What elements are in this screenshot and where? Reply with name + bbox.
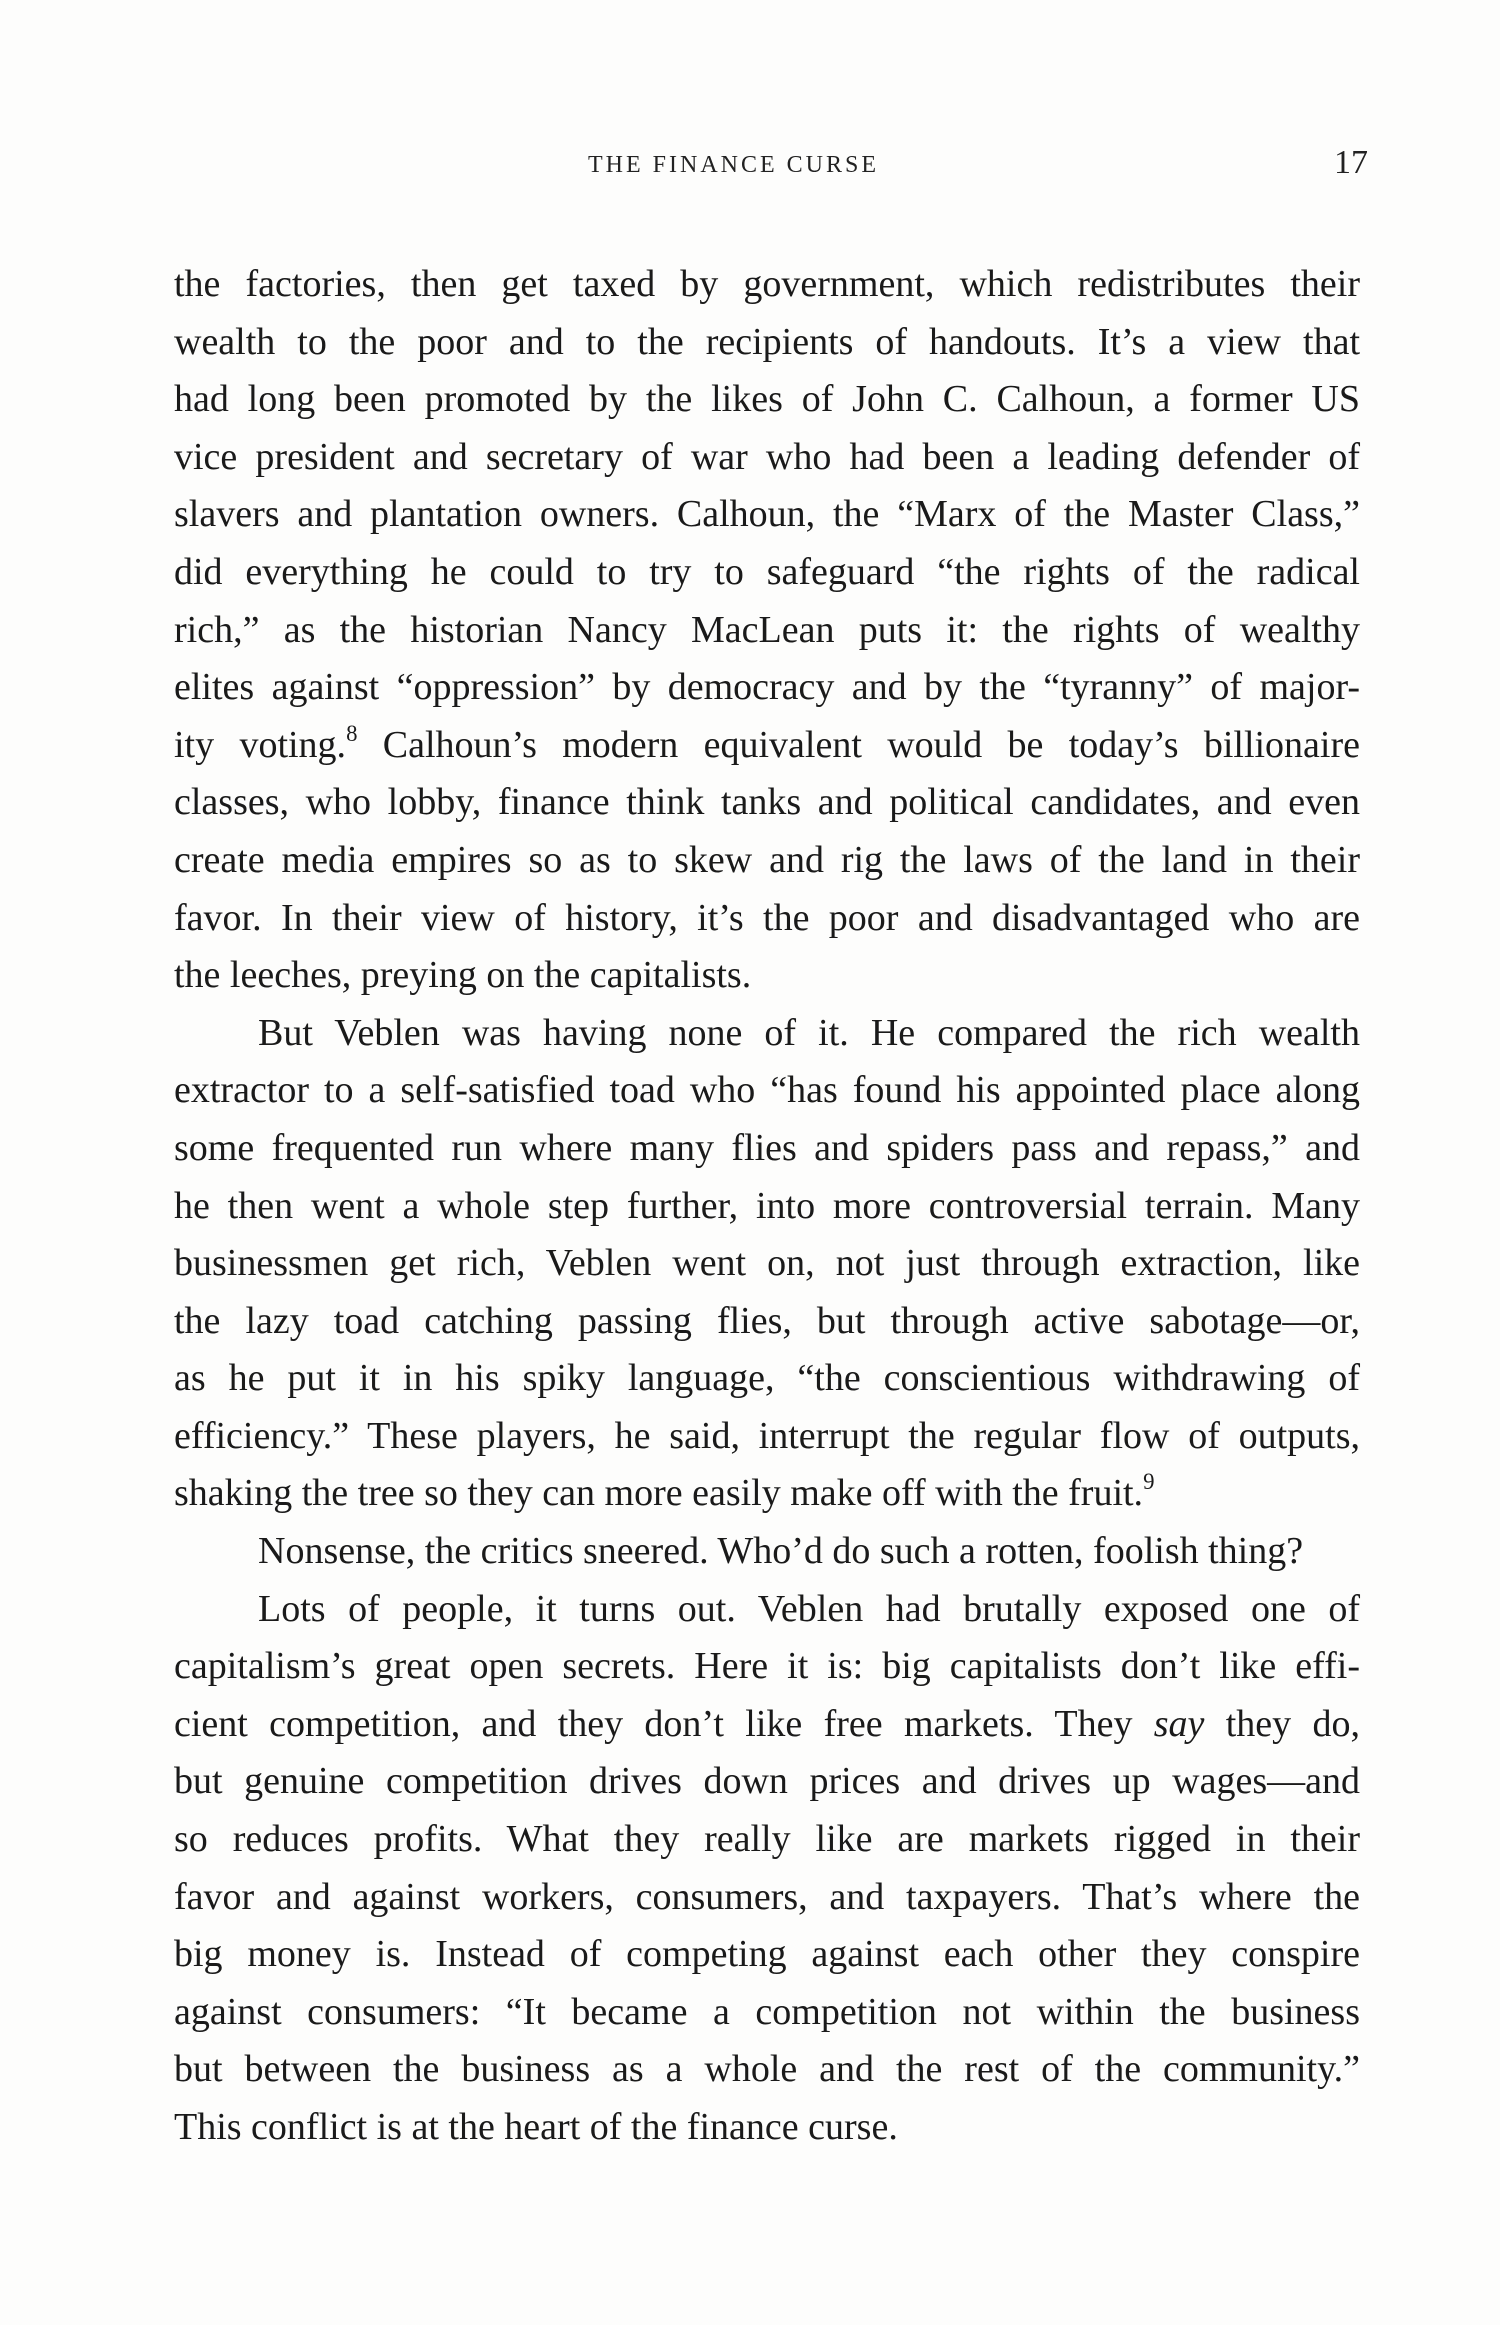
running-head — [0, 144, 1500, 188]
running-title: THE FINANCE CURSE — [588, 152, 880, 178]
text-line: rich,” as the historian Nancy MacLean puts it: the rights of wealthy — [174, 608, 1360, 651]
text-line — [174, 717, 1360, 775]
text-line: big money is. Instead of competing against each other they conspire — [174, 1933, 1360, 1976]
text-fragment: Calhoun’s modern equivalent would be today’s billionaire — [357, 723, 1360, 766]
text-line: favor. In their view of history, it’s the poor and disadvantaged who are — [174, 896, 1360, 939]
text-line: the leeches, preying on the capitalists. — [174, 954, 752, 997]
body-text — [174, 256, 1360, 2157]
text-fragment: cient competition, and they don’t like free markets. They — [174, 1702, 1154, 1745]
text-line: did everything he could to try to safeguard “the rights of the radical — [174, 550, 1360, 593]
text-line: create media empires so as to skew and rig the laws of the land in their — [174, 838, 1360, 881]
page-number: 17 — [1334, 144, 1368, 181]
text-line: had long been promoted by the likes of John C. Calhoun, a former US — [174, 378, 1360, 421]
footnote-ref-9: 9 — [1143, 1469, 1155, 1495]
text-line: the factories, then get taxed by government, which redistributes their — [174, 263, 1360, 305]
text-line: businessmen get rich, Veblen went on, not just through extraction, like — [174, 1242, 1360, 1285]
text-line: classes, who lobby, finance think tanks and political candidates, and even — [174, 781, 1360, 824]
text-line: so reduces profits. What they really like are markets rigged in their — [174, 1818, 1360, 1861]
text-line: he then went a whole step further, into more controversial terrain. Many — [174, 1184, 1360, 1227]
text-line: extractor to a self-satisfied toad who “has found his appointed place along — [174, 1069, 1360, 1112]
text-fragment: shaking the tree so they can more easily make off with the fruit. — [174, 1472, 1144, 1515]
text-line: but between the business as a whole and the rest of the community.” — [174, 2048, 1360, 2091]
text-line: capitalism’s great open secrets. Here it is: big capitalists don’t like effi- — [174, 1645, 1360, 1688]
text-fragment: ity voting. — [174, 723, 347, 766]
emphasis-say: say — [1153, 1702, 1205, 1745]
text-line: Lots of people, it turns out. Veblen had brutally exposed one of — [258, 1587, 1360, 1630]
text-line: as he put it in his spiky language, “the conscientious withdrawing of — [174, 1357, 1360, 1400]
text-line: the lazy toad catching passing flies, but through active sabotage—or, — [174, 1299, 1360, 1342]
text-line: elites against “oppression” by democracy and by the “tyranny” of major- — [174, 666, 1360, 709]
text-line — [174, 1465, 1360, 1523]
text-line: against consumers: “It became a competition not within the business — [174, 1990, 1360, 2033]
text-line: This conflict is at the heart of the finance curse. — [174, 2106, 898, 2148]
text-line: vice president and secretary of war who had been a leading defender of — [174, 435, 1360, 478]
text-line: favor and against workers, consumers, and taxpayers. That’s where the — [174, 1875, 1360, 1918]
footnote-ref-8: 8 — [346, 720, 358, 746]
text-line: Nonsense, the critics sneered. Who’d do such a rotten, foolish thing? — [258, 1530, 1304, 1573]
text-line — [174, 1696, 1360, 1754]
text-line: wealth to the poor and to the recipients of handouts. It’s a view that — [174, 320, 1360, 363]
text-fragment: they do, — [1204, 1702, 1360, 1745]
text-line: but genuine competition drives down prices and drives up wages—and — [174, 1760, 1360, 1803]
text-line: slavers and plantation owners. Calhoun, the “Marx of the Master Class,” — [174, 493, 1360, 536]
text-line: But Veblen was having none of it. He compared the rich wealth — [258, 1011, 1360, 1054]
text-line: efficiency.” These players, he said, interrupt the regular flow of outputs, — [174, 1414, 1360, 1457]
text-line: some frequented run where many flies and spiders pass and repass,” and — [174, 1126, 1360, 1169]
